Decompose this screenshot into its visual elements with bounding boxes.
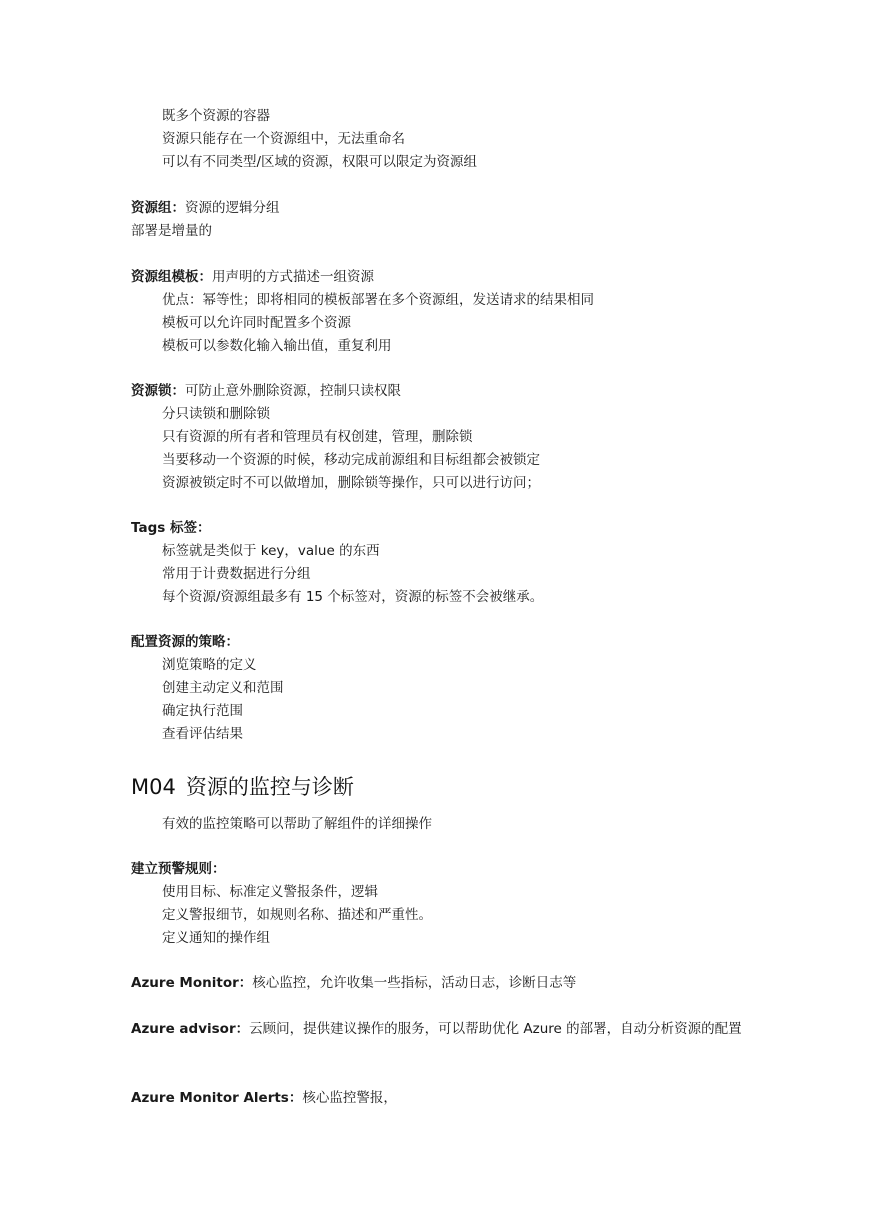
- rg-template-line-2: 模板可以允许同时配置多个资源: [162, 315, 351, 331]
- resource-lock-line-2: 只有资源的所有者和管理员有权创建，管理，删除锁: [162, 429, 473, 445]
- resource-lock-line-3: 当要移动一个资源的时候，移动完成前源组和目标组都会被锁定: [162, 452, 540, 468]
- azure-monitor-alerts-term: Azure Monitor Alerts：: [131, 1090, 303, 1106]
- alert-rules-line-2: 定义警报细节，如规则名称、描述和严重性。: [162, 907, 432, 923]
- tags-line-3: 每个资源/资源组最多有 15 个标签对，资源的标签不会被继承。: [162, 589, 544, 605]
- azure-monitor-alerts-desc: 核心监控警报，: [302, 1090, 397, 1106]
- resource-lock-line-1: 分只读锁和删除锁: [162, 406, 270, 422]
- azure-monitor-desc: 核心监控，允许收集一些指标，活动日志，诊断日志等: [252, 975, 577, 991]
- policy-line-1: 浏览策略的定义: [162, 657, 257, 673]
- resource-lock-desc: 可防止意外删除资源，控制只读权限: [185, 383, 401, 399]
- m04-intro: 有效的监控策略可以帮助了解组件的详细操作: [162, 816, 432, 832]
- resource-group-extra: 部署是增量的: [131, 223, 212, 239]
- azure-advisor-desc: 云顾问，提供建议操作的服务，可以帮助优化 Azure 的部署，自动分析资源的配置: [249, 1021, 742, 1037]
- rg-template-term: 资源组模板：: [131, 269, 212, 285]
- policy-line-4: 查看评估结果: [162, 726, 243, 742]
- tags-line-2: 常用于计费数据进行分组: [162, 566, 311, 582]
- azure-advisor-definition: [131, 1018, 743, 1041]
- policy-line-3: 确定执行范围: [162, 703, 243, 719]
- azure-monitor-definition: [131, 972, 751, 995]
- resource-lock-line-4: 资源被锁定时不可以做增加，删除锁等操作，只可以进行访问；: [162, 475, 540, 491]
- section-heading-m04: [131, 772, 354, 802]
- alert-rules-line-3: 定义通知的操作组: [162, 930, 270, 946]
- alert-rules-line-1: 使用目标、标准定义警报条件，逻辑: [162, 884, 378, 900]
- rg-template-definition: [131, 266, 751, 289]
- resource-group-definition: [131, 197, 751, 220]
- azure-monitor-term: Azure Monitor：: [131, 975, 253, 991]
- azure-monitor-alerts-definition: [131, 1087, 751, 1110]
- tags-heading: Tags 标签：: [131, 520, 211, 536]
- tags-line-1: 标签就是类似于 key，value 的东西: [162, 543, 380, 559]
- policy-heading: 配置资源的策略：: [131, 634, 239, 650]
- intro-line-3: 可以有不同类型/区域的资源，权限可以限定为资源组: [162, 154, 478, 170]
- rg-template-desc: 用声明的方式描述一组资源: [212, 269, 374, 285]
- azure-advisor-term: Azure advisor：: [131, 1021, 250, 1037]
- rg-template-line-1: 优点：幂等性；即将相同的模板部署在多个资源组，发送请求的结果相同: [162, 292, 594, 308]
- section-code: M04: [131, 775, 176, 799]
- intro-line-1: 既多个资源的容器: [162, 108, 270, 124]
- intro-line-2: 资源只能存在一个资源组中，无法重命名: [162, 131, 405, 147]
- resource-lock-term: 资源锁：: [131, 383, 185, 399]
- resource-group-term: 资源组：: [131, 200, 185, 216]
- policy-line-2: 创建主动定义和范围: [162, 680, 284, 696]
- resource-lock-definition: [131, 380, 751, 403]
- rg-template-line-3: 模板可以参数化输入输出值，重复利用: [162, 338, 392, 354]
- resource-group-desc: 资源的逻辑分组: [185, 200, 280, 216]
- alert-rules-heading: 建立预警规则：: [131, 861, 226, 877]
- section-title: 资源的监控与诊断: [185, 775, 354, 799]
